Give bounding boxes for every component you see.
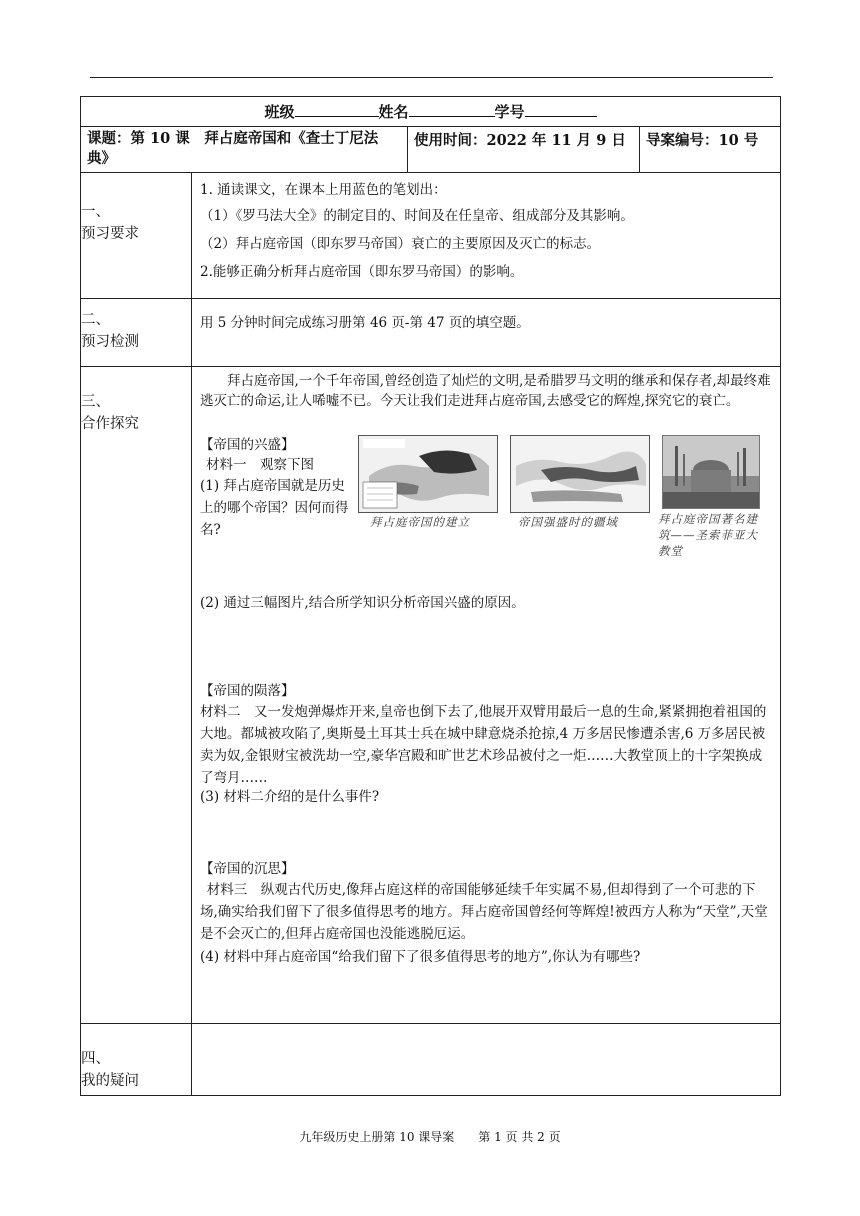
preview-check-text: 用 5 分钟时间完成练习册第 46 页-第 47 页的填空题。 <box>200 315 530 331</box>
usage-date: 使用时间：2022 年 11 月 9 日 <box>414 132 626 149</box>
hagia-sophia-graphic <box>663 436 759 508</box>
worksheet-table <box>80 96 781 1096</box>
page-footer: 九年级历史上册第 10 课导案 第 1 页 共 2 页 <box>299 1130 561 1144</box>
section1-number: 一、 <box>81 204 110 220</box>
class-blank[interactable] <box>295 102 379 117</box>
map-byzantine-founding <box>358 435 498 513</box>
section1-content <box>192 173 781 299</box>
questions-area[interactable] <box>192 1024 781 1096</box>
rise-heading: 【帝国的兴盛】 <box>200 437 295 453</box>
student-id-label: 学号 <box>494 103 525 121</box>
material1-label: 材料一 观察下图 <box>206 457 314 473</box>
section1-label-cell <box>81 173 192 299</box>
question-3: (3) 材料二介绍的是什么事件? <box>200 789 380 805</box>
section3-label-cell <box>81 367 192 1024</box>
section4-label-cell <box>81 1024 192 1096</box>
topic-cell <box>81 127 408 173</box>
header-row <box>81 97 781 127</box>
map2-graphic <box>511 436 649 512</box>
section2-number: 二、 <box>81 312 110 328</box>
photo-hagia-sophia <box>662 435 760 509</box>
number-cell <box>640 127 781 173</box>
guide-number: 导案编号：10 号 <box>646 132 759 149</box>
prep-line-2: （1）《罗马法大全》的制定目的、时间及在任皇帝、组成部分及其影响。 <box>200 208 634 224</box>
question-2: (2) 通过三幅图片,结合所学知识分析帝国兴盛的原因。 <box>200 595 525 611</box>
prep-line-1: 1. 通读课文，在课本上用蓝色的笔划出： <box>200 182 447 198</box>
map1-graphic <box>359 436 497 512</box>
section3-number: 三、 <box>81 394 110 410</box>
caption-photo3: 拜占庭帝国著名建筑——圣索菲亚大教堂 <box>658 512 758 558</box>
section1-label: 预习要求 <box>81 226 139 242</box>
top-rule <box>90 77 773 78</box>
section2-label: 预习检测 <box>81 334 139 350</box>
section2-label-cell <box>81 299 192 367</box>
question-4: (4) 材料中拜占庭帝国“给我们留下了很多值得思考的地方”,你认为有哪些? <box>200 949 641 965</box>
date-cell <box>408 127 640 173</box>
material3-paragraph: 材料三 纵观古代历史,像拜占庭这样的帝国能够延续千年实属不易,但却得到了一个可悲的下场,确实给我们留下了很多值得思考的地方。拜占庭帝国曾经何等辉煌!被西方人称为“天堂”,天堂是不会灭亡的,但拜占庭帝国也没能逃脱厄运。 <box>200 882 768 942</box>
section4-number: 四、 <box>81 1051 110 1067</box>
prep-line-3: （2）拜占庭帝国（即东罗马帝国）衰亡的主要原因及灭亡的标志。 <box>200 236 601 252</box>
name-blank[interactable] <box>409 102 495 117</box>
caption-map2: 帝国强盛时的疆域 <box>518 515 618 529</box>
student-id-blank[interactable] <box>525 102 597 117</box>
prep-line-4: 2.能够正确分析拜占庭帝国（即东罗马帝国）的影响。 <box>200 264 524 280</box>
section4-label: 我的疑问 <box>81 1073 139 1089</box>
section2-content <box>192 299 781 367</box>
caption-map1: 拜占庭帝国的建立 <box>370 515 470 529</box>
section3-label: 合作探究 <box>81 416 139 432</box>
section3-content <box>192 367 781 1024</box>
intro-paragraph: 拜占庭帝国,一个千年帝国,曾经创造了灿烂的文明,是希腊罗马文明的继承和保存者,却最终难逃灭亡的命运,让人唏嘘不已。今天让我们走进拜占庭帝国,去感受它的辉煌,探究它的衰亡。 <box>200 373 771 409</box>
reflect-heading: 【帝国的沉思】 <box>200 861 295 877</box>
question-1: (1) 拜占庭帝国就是历史上的哪个帝国？因何而得名? <box>200 478 349 538</box>
class-label: 班级 <box>264 103 295 121</box>
material2-paragraph: 材料二 又一发炮弹爆炸开来,皇帝也倒下去了,他展开双臂用最后一息的生命,紧紧拥抱着祖国的大地。都城被攻陷了,奥斯曼土耳其士兵在城中肆意烧杀抢掠,4 万多居民惨遭杀害,6 万多居民被卖为奴,金银财宝被洗劫一空,豪华宫殿和旷世艺术珍品被付之一炬……大教堂顶上的十字架换成了弯月…… <box>200 704 767 786</box>
lesson-topic: 课题：第 10 课 拜占庭帝国和《查士丁尼法典》 <box>87 130 379 167</box>
fall-heading: 【帝国的陨落】 <box>200 683 295 699</box>
name-label: 姓名 <box>378 103 409 121</box>
map-empire-territory <box>510 435 650 513</box>
